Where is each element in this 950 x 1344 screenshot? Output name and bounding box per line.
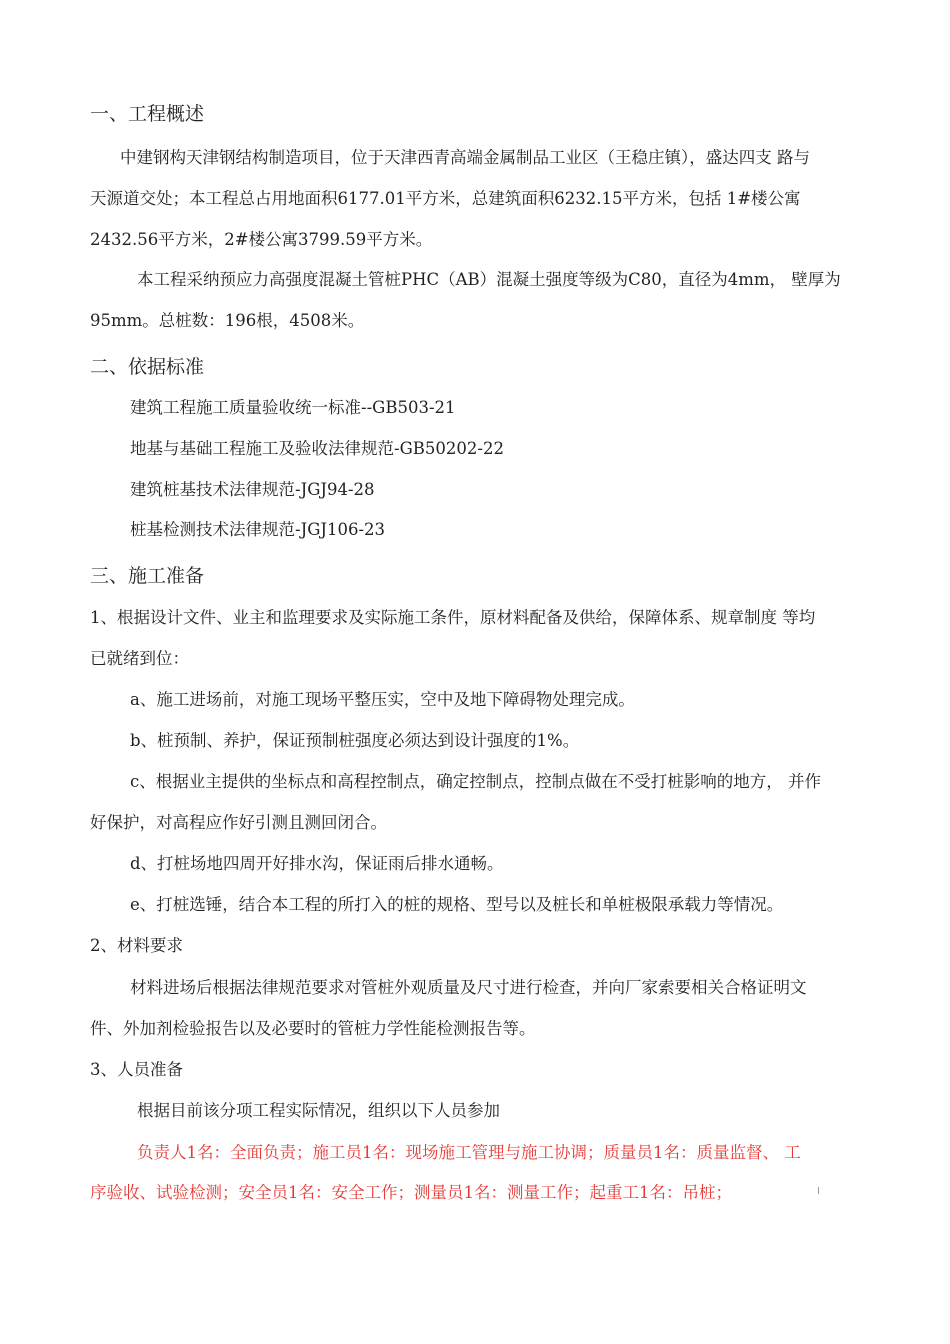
- overview-paragraph-1-line-2: 天源道交处；本工程总占用地面积6177.01平方米，总建筑面积6232.15平方米，包括 1#楼公寓: [90, 189, 801, 208]
- personnel-heading: 3、人员准备: [90, 1060, 183, 1079]
- preparation-subitem-d: d、打桩场地四周开好排水沟，保证雨后排水通畅。: [130, 854, 504, 873]
- overview-paragraph-1-line-1: 中建钢构天津钢结构制造项目，位于天津西青高端金属制品工业区（王稳庄镇），盛达四支 路与: [120, 148, 810, 167]
- personnel-list-line-1: 负责人1名：全面负责；施工员1名：现场施工管理与施工协调；质量员1名：质量监督、 工: [137, 1143, 801, 1162]
- overview-paragraph-2-line-2: 95mm。总桩数：196根，4508米。: [90, 311, 365, 330]
- preparation-item-1-line-2: 已就绪到位：: [90, 649, 189, 668]
- section-heading-preparation: 三、施工准备: [90, 565, 205, 587]
- personnel-list-line-2: 序验收、试验检测；安全员1名：安全工作；测量员1名：测量工作；起重工1名：吊桩；: [90, 1183, 732, 1202]
- materials-paragraph-line-1: 材料进场后根据法律规范要求对管桩外观质量及尺寸进行检查，并向厂家索要相关合格证明文: [130, 978, 807, 997]
- standard-item: 建筑工程施工质量验收统一标准--GB503-21: [130, 398, 456, 417]
- materials-paragraph-line-2: 件、外加剂检验报告以及必要时的管桩力学性能检测报告等。: [90, 1019, 536, 1038]
- overview-paragraph-1-line-3: 2432.56平方米，2#楼公寓3799.59平方米。: [90, 230, 433, 249]
- preparation-subitem-e: e、打桩选锤，结合本工程的所打入的桩的规格、型号以及桩长和单桩极限承载力等情况。: [130, 895, 784, 914]
- personnel-intro: 根据目前该分项工程实际情况，组织以下人员参加: [137, 1101, 500, 1120]
- preparation-subitem-b: b、桩预制、养护，保证预制桩强度必须达到设计强度的1%。: [130, 731, 580, 750]
- overview-paragraph-2-line-1: 本工程采纳预应力高强度混凝土管桩PHC（AB）混凝土强度等级为C80，直径为4mm， 壁厚为: [137, 270, 841, 289]
- standard-item: 地基与基础工程施工及验收法律规范-GB50202-22: [130, 439, 504, 458]
- small-tick-mark: [818, 1187, 819, 1194]
- preparation-subitem-a: a、施工进场前，对施工现场平整压实，空中及地下障碍物处理完成。: [130, 690, 635, 709]
- materials-heading: 2、材料要求: [90, 936, 183, 955]
- standard-item: 桩基检测技术法律规范-JGJ106-23: [130, 520, 386, 539]
- preparation-item-1-line-1: 1、根据设计文件、业主和监理要求及实际施工条件，原材料配备及供给，保障体系、规章制度 等均: [90, 608, 816, 627]
- section-heading-overview: 一、工程概述: [90, 103, 205, 125]
- section-heading-standards: 二、依据标准: [90, 356, 205, 378]
- preparation-subitem-c-line-2: 好保护，对高程应作好引测且测回闭合。: [90, 813, 387, 832]
- standard-item: 建筑桩基技术法律规范-JGJ94-28: [130, 480, 375, 499]
- preparation-subitem-c-line-1: c、根据业主提供的坐标点和高程控制点，确定控制点，控制点做在不受打桩影响的地方， 并作: [130, 772, 821, 791]
